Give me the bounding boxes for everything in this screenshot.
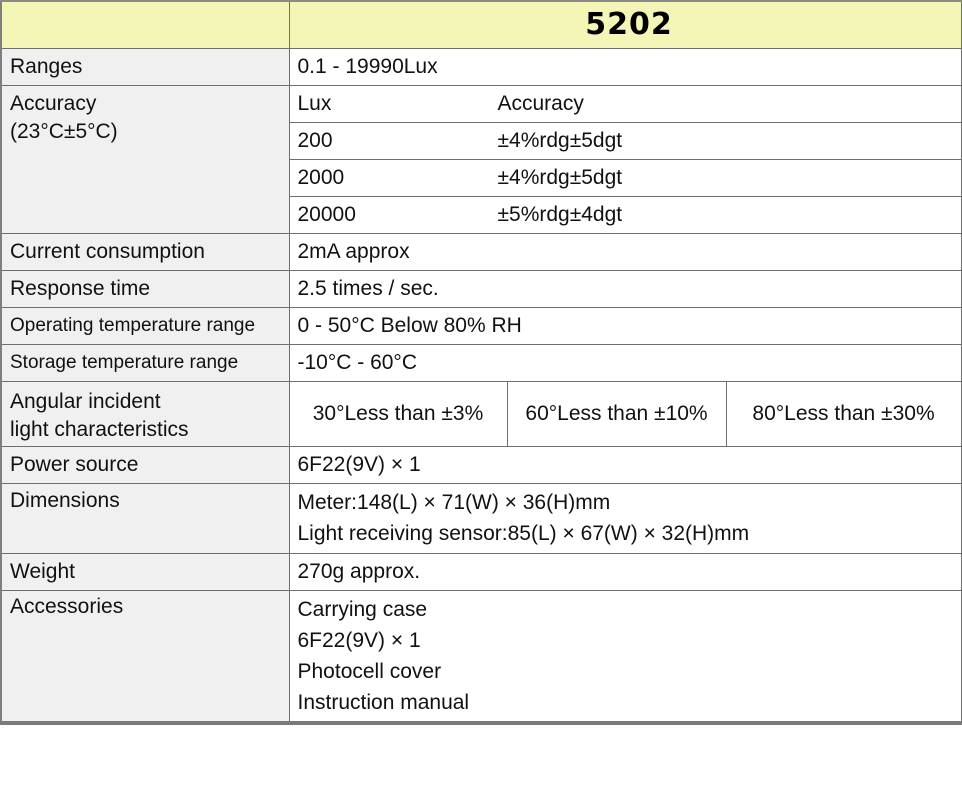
weight-label: Weight	[1, 553, 289, 590]
operating-temp-label: Operating temperature range	[1, 307, 289, 344]
model-number: 5202	[289, 1, 961, 48]
spec-row-response	[1, 270, 961, 307]
storage-temp-label: Storage temperature range	[1, 344, 289, 381]
angular-label-line1: Angular incident	[10, 389, 161, 413]
response-value: 2.5 times / sec.	[289, 270, 961, 307]
dimensions-value	[289, 483, 961, 553]
accuracy-col-accuracy: Accuracy	[497, 91, 584, 115]
spec-row-dimensions	[1, 483, 961, 553]
spec-row-weight	[1, 553, 961, 590]
accuracy-lux-value: 20000	[297, 202, 356, 226]
accessories-list	[289, 590, 961, 723]
header-blank-cell	[1, 1, 289, 48]
accuracy-column-headers	[289, 85, 961, 122]
angular-value-30: 30°Less than ±3%	[289, 381, 507, 446]
accuracy-row-cell	[289, 196, 961, 233]
accuracy-row-cell	[289, 122, 961, 159]
ranges-value: 0.1 - 19990Lux	[289, 48, 961, 85]
ranges-label: Ranges	[1, 48, 289, 85]
accessory-item: 6F22(9V) × 1	[297, 628, 421, 652]
current-value: 2mA approx	[289, 233, 961, 270]
angular-label-line2: light characteristics	[10, 417, 189, 441]
spec-row-storage-temp	[1, 344, 961, 381]
header-row	[1, 1, 961, 48]
angular-value-60: 60°Less than ±10%	[507, 381, 726, 446]
power-label: Power source	[1, 446, 289, 483]
accessory-item: Carrying case	[297, 597, 428, 621]
weight-value: 270g approx.	[289, 553, 961, 590]
angular-value-80: 80°Less than ±30%	[726, 381, 961, 446]
accuracy-col-lux: Lux	[297, 91, 332, 115]
accuracy-value: ±5%rdg±4dgt	[497, 202, 623, 226]
spec-row-accessories	[1, 590, 961, 723]
accuracy-lux-value: 200	[297, 128, 333, 152]
accessories-label: Accessories	[1, 590, 289, 723]
dimensions-meter: Meter:148(L) × 71(W) × 36(H)mm	[297, 491, 611, 514]
operating-temp-value: 0 - 50°C Below 80% RH	[289, 307, 961, 344]
accuracy-value: ±4%rdg±5dgt	[497, 128, 623, 152]
power-value: 6F22(9V) × 1	[289, 446, 961, 483]
accuracy-lux-value: 2000	[297, 165, 345, 189]
accuracy-value: ±4%rdg±5dgt	[497, 165, 623, 189]
spec-row-angular	[1, 381, 961, 446]
spec-row-power	[1, 446, 961, 483]
spec-row-ranges	[1, 48, 961, 85]
accuracy-row-cell	[289, 159, 961, 196]
spec-row-current	[1, 233, 961, 270]
accuracy-label	[1, 85, 289, 233]
spec-row-accuracy-header	[1, 85, 961, 122]
response-label: Response time	[1, 270, 289, 307]
dimensions-sensor: Light receiving sensor:85(L) × 67(W) × 32(H)mm	[297, 522, 750, 545]
current-label: Current consumption	[1, 233, 289, 270]
storage-temp-value: -10°C - 60°C	[289, 344, 961, 381]
dimensions-label: Dimensions	[1, 483, 289, 553]
angular-label	[1, 381, 289, 446]
accuracy-label-line2: (23°C±5°C)	[10, 119, 118, 143]
accessory-item: Photocell cover	[297, 659, 442, 683]
spec-row-operating-temp	[1, 307, 961, 344]
accuracy-label-line1: Accuracy	[10, 91, 97, 115]
accessory-item: Instruction manual	[297, 690, 470, 714]
